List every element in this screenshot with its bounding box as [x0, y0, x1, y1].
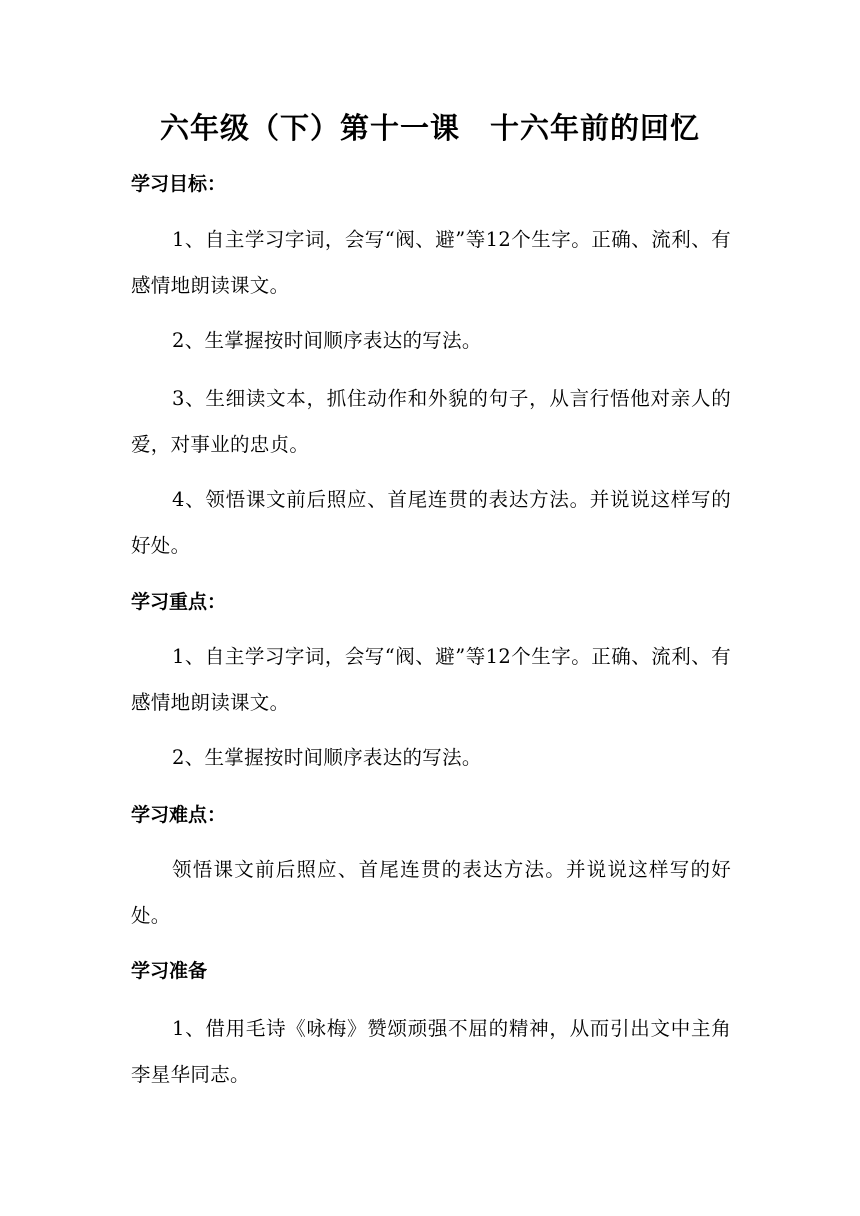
heading-key-points: 学习重点：	[131, 591, 227, 613]
key-point-item-1: 1、自主学习字词，会写“阀、避”等12个生字。正确、流利、有感情地朗读课文。	[131, 645, 731, 714]
document-title: 六年级（下）第十一课 十六年前的回忆	[159, 111, 700, 145]
heading-learning-goals: 学习目标：	[131, 173, 227, 195]
goal-item-3: 3、生细读文本，抓住动作和外貌的句子，从言行悟他对亲人的爱，对事业的忠贞。	[131, 387, 731, 456]
preparation-item-1: 1、借用毛诗《咏梅》赞颂顽强不屈的精神，从而引出文中主角李星华同志。	[131, 1017, 731, 1086]
goal-item-1: 1、自主学习字词，会写“阀、避”等12个生字。正确、流利、有感情地朗读课文。	[131, 228, 731, 297]
goal-item-4: 4、领悟课文前后照应、首尾连贯的表达方法。并说说这样写的好处。	[131, 488, 731, 557]
difficulty-item-1: 领悟课文前后照应、首尾连贯的表达方法。并说说这样写的好处。	[131, 858, 731, 927]
key-point-item-2: 2、生掌握按时间顺序表达的写法。	[172, 746, 482, 769]
heading-preparation: 学习准备	[131, 960, 208, 982]
goal-item-2: 2、生掌握按时间顺序表达的写法。	[172, 329, 482, 352]
heading-difficulties: 学习难点：	[131, 804, 227, 826]
